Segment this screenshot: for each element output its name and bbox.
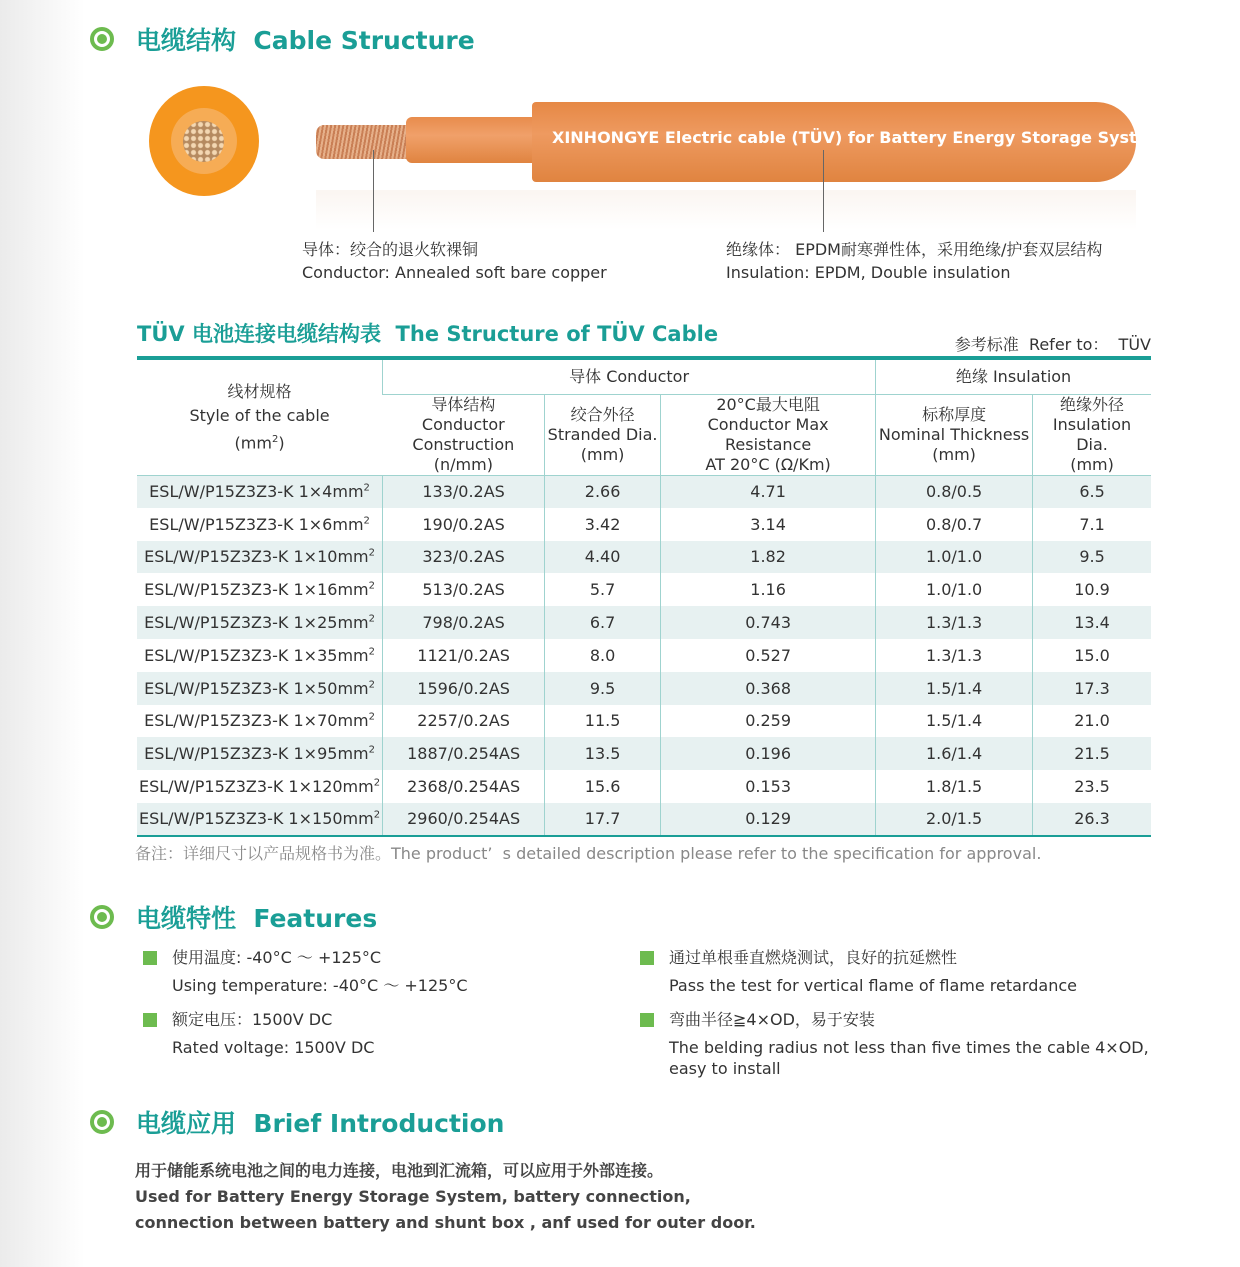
table-cell: 23.5 — [1033, 770, 1151, 803]
table-cell: 0.8/0.7 — [876, 508, 1033, 541]
conductor-pointer — [373, 150, 374, 232]
conductor-label: 导体：绞合的退火软裸铜 Conductor: Annealed soft bare copper — [302, 240, 607, 282]
group-insulation: 绝缘 Insulation — [876, 358, 1151, 394]
table-cell: 9.5 — [1033, 541, 1151, 574]
table-row — [137, 737, 1151, 770]
table-cell: 0.259 — [661, 705, 876, 738]
intro-text: 用于储能系统电池之间的电力连接，电池到汇流箱，可以应用于外部连接。 Used for Battery Energy Storage System, battery connection, connection between battery and shunt box , anf used for outer door. — [135, 1161, 756, 1232]
table-cell: 21.5 — [1033, 737, 1151, 770]
table-cell: 1.5/1.4 — [876, 705, 1033, 738]
bullet-square-icon — [640, 1013, 654, 1027]
table-cell: 3.42 — [545, 508, 661, 541]
table-cell: ESL/W/P15Z3Z3-K $1\times 16mm^2$ — [144, 580, 375, 600]
table-cell: 1.16 — [661, 573, 876, 606]
feature-item: 额定电压：1500V DC Rated voltage: 1500V DC — [172, 1010, 375, 1057]
table-cell: ESL/W/P15Z3Z3-K $1\times 95mm^2$ — [137, 737, 383, 770]
col-style: 线材规格 Style of the cable $(mm^2)$ — [137, 358, 383, 475]
table-row — [137, 475, 1151, 508]
table-cell: 190/0.2AS — [383, 508, 545, 541]
table-cell: ESL/W/P15Z3Z3-K $1\times 6mm^2$ — [149, 514, 370, 534]
table-cell: 0.368 — [661, 672, 876, 705]
bullet-ring-icon — [90, 1110, 114, 1134]
bullet-ring-icon — [90, 27, 114, 51]
section-title: 电缆应用 Brief Introduction — [136, 1109, 505, 1138]
bullet-square-icon — [143, 951, 157, 965]
table-cell: 1.3/1.3 — [876, 639, 1033, 672]
table-cell: 0.153 — [661, 770, 876, 803]
table-cell: 1596/0.2AS — [383, 672, 545, 705]
table-row — [137, 606, 1151, 639]
table-cell: ESL/W/P15Z3Z3-K $1\times 4mm^2$ — [137, 475, 383, 508]
table-cell: 1.82 — [661, 541, 876, 574]
refer-standard: 参考标准 Refer to： TÜV — [954, 335, 1151, 354]
table-cell: 0.743 — [661, 606, 876, 639]
table-row — [137, 705, 1151, 738]
group-conductor: 导体 Conductor — [383, 358, 876, 394]
table-cell: 11.5 — [545, 705, 661, 738]
table-cell: ESL/W/P15Z3Z3-K $1\times 120mm^2$ — [139, 777, 381, 797]
bullet-ring-icon — [90, 905, 114, 929]
table-cell: 9.5 — [545, 672, 661, 705]
table-cell: 2.0/1.5 — [876, 803, 1033, 836]
table-cell: 6.5 — [1033, 475, 1151, 508]
section-features — [90, 899, 377, 935]
page-shade — [0, 0, 85, 1267]
table-row — [137, 508, 1151, 541]
table-cell: 6.7 — [545, 606, 661, 639]
table-title: TÜV 电池连接电缆结构表 The Structure of TÜV Cable — [137, 322, 719, 346]
insulation-label: 绝缘体： EPDM耐寒弹性体，采用绝缘/护套双层结构 Insulation: EPDM, Double insulation — [726, 240, 1103, 282]
table-cell: 1121/0.2AS — [383, 639, 545, 672]
col-insdia: 绝缘外径 Insulation Dia. (mm) — [1033, 394, 1151, 475]
col-construction: 导体结构 Conductor Construction (n/mm) — [383, 394, 545, 475]
table-row — [137, 672, 1151, 705]
insulation-pointer — [823, 150, 824, 232]
feature-item: 通过单根垂直燃烧测试，良好的抗延燃性 Pass the test for vertical flame of flame retardance — [669, 948, 1077, 995]
table-cell: 0.527 — [661, 639, 876, 672]
bullet-square-icon — [143, 1013, 157, 1027]
table-cell: 4.71 — [661, 475, 876, 508]
table-cell: 1.5/1.4 — [876, 672, 1033, 705]
section-title: 电缆特性 Features — [136, 904, 378, 933]
cable-print: XINHONGYE Electric cable (TÜV) for Battery Energy Storage System — [552, 128, 1165, 147]
table-row — [137, 639, 1151, 672]
table-cell: ESL/W/P15Z3Z3-K $1\times 25mm^2$ — [137, 606, 383, 639]
table-cell: 2368/0.254AS — [383, 770, 545, 803]
table-cell: 323/0.2AS — [383, 541, 545, 574]
table-cell: 2.66 — [545, 475, 661, 508]
table-cell: ESL/W/P15Z3Z3-K $1\times 70mm^2$ — [144, 711, 375, 731]
table-note: 备注：详细尺寸以产品规格书为准。The product’ s detailed description please refer to the specification for approval. — [135, 844, 1042, 863]
table-cell: ESL/W/P15Z3Z3-K $1\times 10mm^2$ — [137, 541, 383, 574]
table-cell: 1.6/1.4 — [876, 737, 1033, 770]
table-cell: 513/0.2AS — [383, 573, 545, 606]
table-cell: 1.8/1.5 — [876, 770, 1033, 803]
table-cell: 4.40 — [545, 541, 661, 574]
table-cell: ESL/W/P15Z3Z3-K $1\times 50mm^2$ — [137, 672, 383, 705]
cable-structure-table — [137, 356, 1151, 837]
table-cell: 15.0 — [1033, 639, 1151, 672]
col-stranded: 绞合外径 Stranded Dia. (mm) — [545, 394, 661, 475]
table-cell: 2257/0.2AS — [383, 705, 545, 738]
table-cell: 0.8/0.5 — [876, 475, 1033, 508]
table-row — [137, 541, 1151, 574]
table-cell: 3.14 — [661, 508, 876, 541]
section-title: 电缆结构 Cable Structure — [136, 26, 475, 55]
col-resistance: 20°C最大电阻 Conductor Max Resistance AT 20°C (Ω/Km) — [661, 394, 876, 475]
table-row — [137, 803, 1151, 836]
feature-item: 使用温度: -40°C ～ +125°C Using temperature: -40°C ～ +125°C — [172, 948, 468, 995]
table-cell: 0.196 — [661, 737, 876, 770]
cable-illustration — [300, 80, 1165, 230]
table-cell: 15.6 — [545, 770, 661, 803]
table-cell: 10.9 — [1033, 573, 1151, 606]
bullet-square-icon — [640, 951, 654, 965]
table-cell: 133/0.2AS — [383, 475, 545, 508]
table-cell: 5.7 — [545, 573, 661, 606]
table-cell: 7.1 — [1033, 508, 1151, 541]
table-cell: ESL/W/P15Z3Z3-K $1\times 150mm^2$ — [137, 803, 383, 836]
table-cell: 13.4 — [1033, 606, 1151, 639]
table-cell: 26.3 — [1033, 803, 1151, 836]
feature-item: 弯曲半径≧4×OD，易于安装 The belding radius not less than five times the cable 4×OD, easy to install — [669, 1010, 1149, 1078]
cable-cross-section — [149, 86, 259, 196]
table-cell: 0.129 — [661, 803, 876, 836]
section-intro — [90, 1104, 504, 1140]
table-cell: 17.7 — [545, 803, 661, 836]
table-cell: 1.3/1.3 — [876, 606, 1033, 639]
table-row — [137, 573, 1151, 606]
section-cable-structure — [90, 21, 475, 57]
table-cell: 2960/0.254AS — [383, 803, 545, 836]
table-cell: 798/0.2AS — [383, 606, 545, 639]
col-thickness: 标称厚度 Nominal Thickness (mm) — [876, 394, 1033, 475]
table-row — [137, 770, 1151, 803]
table-cell: 17.3 — [1033, 672, 1151, 705]
table-cell: 8.0 — [545, 639, 661, 672]
table-cell: 1887/0.254AS — [383, 737, 545, 770]
table-cell: ESL/W/P15Z3Z3-K $1\times 35mm^2$ — [144, 645, 375, 665]
table-cell: 13.5 — [545, 737, 661, 770]
table-cell: 21.0 — [1033, 705, 1151, 738]
table-cell: 1.0/1.0 — [876, 541, 1033, 574]
table-cell: 1.0/1.0 — [876, 573, 1033, 606]
